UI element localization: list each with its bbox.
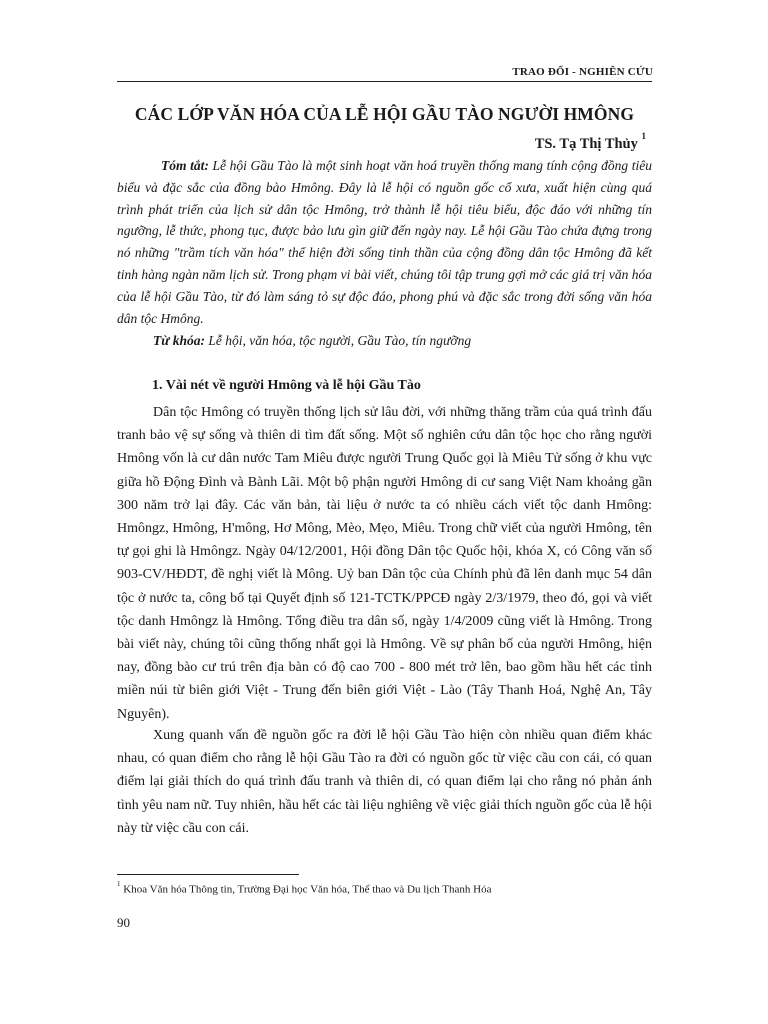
keywords-text: Lễ hội, văn hóa, tộc người, Gầu Tào, tín ngưỡng: [204, 333, 472, 348]
footnote: [117, 882, 491, 896]
footnote-mark: 1: [117, 880, 121, 888]
footnote-text: Khoa Văn hóa Thông tin, Trường Đại học Văn hóa, Thể thao và Du lịch Thanh Hóa: [120, 883, 492, 896]
keywords-label: Từ khóa:: [153, 333, 205, 348]
header-divider: [117, 81, 652, 82]
page-number: 90: [117, 915, 130, 930]
article-title: CÁC LỚP VĂN HÓA CỦA LỄ HỘI GẦU TÀO NGƯỜI HMÔNG: [134, 104, 635, 124]
article-author: [534, 131, 646, 153]
author-footnote-mark: 1: [641, 131, 646, 141]
abstract: [117, 155, 652, 329]
body-paragraph: Xung quanh vấn đề nguồn gốc ra đời lễ hội Gầu Tào hiện còn nhiều quan điểm khác nhau, có quan điểm cho rằng lễ hội Gầu Tào ra đời có nguồn gốc từ việc cầu con cái, có quan điểm lại giải thích do quá trình đấu tranh và thiên di, có quan điểm lại cho rằng nó phản ánh tình yêu nam nữ. Tuy nhiên, hầu hết các tài liệu nghiêng về việc giải thích nguồn gốc của lễ hội này từ việc cầu con cái.: [117, 728, 652, 836]
body-paragraph: Dân tộc Hmông có truyền thống lịch sử lâu đời, với những thăng trầm của quá trình đấu tranh bảo vệ sự sống và thiên di tìm đất sống. Một số nghiên cứu dân tộc học cho rằng người Hmông vốn là cư dân nước Tam Miêu được người Trung Quốc gọi là Miêu Tử sống ở khu vực giữa hồ Động Đình và Bành Lãi. Một bộ phận người Hmông di cư sang Việt Nam khoảng gần 300 năm trở lại đây. Các văn bản, tài liệu ở nước ta có nhiều cách viết tộc danh Hmông: Hmôngz, Hmông, H'mông, Hơ Mông, Mèo, Mẹo, Miêu. Trong chữ viết của người Hmông, tên tự gọi ghi là Hmôngz. Ngày 04/12/2001, Hội đồng Dân tộc Quốc hội, khóa X, có Công văn số 903-CV/HĐDT, đề nghị viết là Mông. Uỷ ban Dân tộc của Chính phủ đã lên danh mục 54 dân tộc ở nước ta, công bố tại Quyết định số 121-TCTK/PPCĐ ngày 2/3/1979, theo đó, gọi và viết tộc danh Hmôngz là Hmông. Tổng điều tra dân số, ngày 1/4/2009 cũng viết là Hmông. Trong bài viết này, chúng tôi cũng thống nhất gọi là Hmông. Về sự phân bố của người Hmông, hiện nay, đồng bào cư trú trên địa bàn có độ cao 700 - 800 mét trở lên, bao gồm hầu hết các tỉnh miền núi từ biên giới Việt - Trung đến biên giới Việt - Lào (Tây Thanh Hoá, Nghệ An, Tây Nguyên).: [117, 405, 652, 722]
author-name: TS. Tạ Thị Thủy: [534, 135, 638, 152]
abstract-label: Tóm tắt:: [161, 158, 209, 173]
abstract-text: Lễ hội Gầu Tào là một sinh hoạt văn hoá truyền thống mang tính cộng đồng tiêu biểu và đặc sắc của đồng bào Hmông. Đây là lễ hội có nguồn gốc cổ xưa, xuất hiện cùng quá trình phát triển của lịch sử dân tộc Hmông, trở thành lễ hội tiêu biểu, độc đáo với những tín ngưỡng, lễ thức, phong tục, được bảo lưu gìn giữ đến ngày nay. Lễ hội Gầu Tào chứa đựng trong nó những "trầm tích văn hóa" thể hiện đời sống tinh thần của cộng đồng dân tộc Hmông đã kết tinh hàng ngàn năm lịch sử. Trong phạm vi bài viết, chúng tôi tập trung gợi mở các giá trị văn hóa của lễ hội Gầu Tào, từ đó làm sáng tỏ sự độc đáo, phong phú và đặc sắc trong đời sống văn hóa dân tộc Hmông.: [117, 158, 652, 326]
running-header: TRAO ĐỔI - NGHIÊN CỨU: [512, 66, 653, 78]
section-heading: 1. Vài nét về người Hmông và lễ hội Gầu Tào: [152, 378, 421, 393]
footnote-divider: [117, 874, 299, 875]
keywords: [117, 333, 652, 349]
